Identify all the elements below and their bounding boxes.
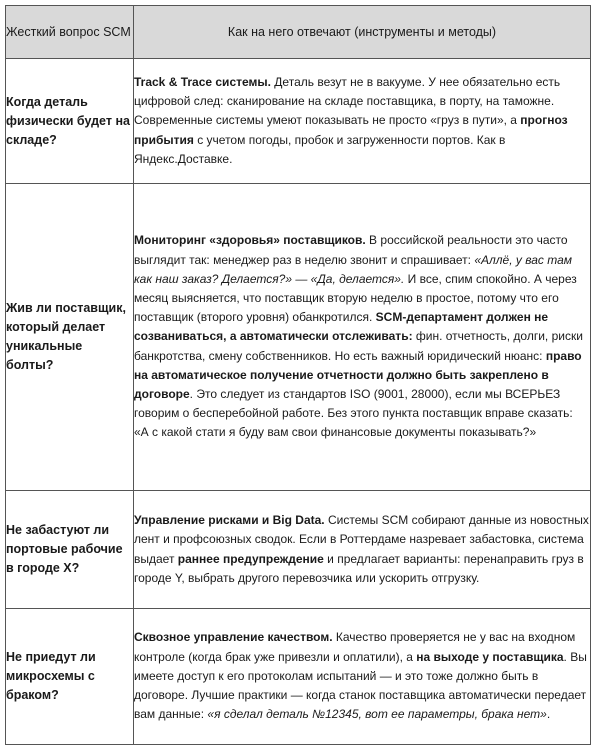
- row-question: Не приедут ли микросхемы с браком?: [6, 609, 134, 745]
- header-question: Жесткий вопрос SCM: [6, 6, 134, 59]
- answer-emphasis: прогноз прибытия: [134, 113, 568, 147]
- answer-text: В российской реальности это часто выглядит так: менеджер раз в неделю звонит и спрашивает:: [134, 233, 568, 267]
- row-answer: [134, 491, 591, 609]
- table-row: [6, 609, 591, 745]
- scm-questions-table: [5, 5, 591, 745]
- answer-text: и предлагает варианты: перенаправить груз в городе Y, выбрать другого перевозчика или ускорить отгрузку.: [134, 551, 584, 585]
- table-row: [6, 59, 591, 184]
- answer-emphasis: на выходе у поставщика: [416, 649, 564, 664]
- answer-emphasis: Мониторинг «здоровья» поставщиков.: [134, 233, 366, 248]
- table-header-row: [6, 6, 591, 59]
- answer-emphasis: Управление рисками и Big Data.: [134, 513, 325, 528]
- answer-emphasis: SCM-департамент должен не созваниваться, а автоматически отслеживать:: [134, 310, 549, 344]
- answer-text: .: [546, 707, 551, 722]
- answer-text: И все, спим спокойно. А через месяц выясняется, что поставщик вторую неделю в простое, потому что его поставщик (второго уровня) обанкротился.: [134, 271, 577, 325]
- answer-text: Системы SCM собирают данные из новостных лент и профсоюзных сводок. Если в Роттердаме назревает забастовка, система выдает: [134, 513, 589, 566]
- answer-text: . Вы имеете доступ к его протоколам испытаний — и это тоже должно быть в договоре. Лучшие практики — когда станок поставщика автоматически передает вам данные:: [134, 649, 587, 722]
- row-answer: [134, 184, 591, 491]
- answer-emphasis: Track & Trace системы.: [134, 74, 271, 89]
- answer-emphasis: право на автоматическое получение отчетности должно быть закреплено в договоре: [134, 348, 582, 401]
- answer-quote: «Аллё, у вас там как наш заказ? Делается?» — «Да, делается».: [134, 252, 572, 286]
- answer-text: с учетом погоды, пробок и загруженности портов. Как в Яндекс.Доставке.: [134, 132, 506, 166]
- row-question: Когда деталь физически будет на складе?: [6, 59, 134, 184]
- row-answer: [134, 609, 591, 745]
- row-question: Не забастуют ли портовые рабочие в городе X?: [6, 491, 134, 609]
- header-answer: Как на него отвечают (инструменты и методы): [134, 6, 591, 59]
- row-answer: [134, 59, 591, 184]
- answer-text: Деталь везут не в вакууме. У нее обязательно есть цифровой след: сканирование на складе поставщика, в порту, на таможне. Современные системы умеют показывать не просто «груз в пути», а: [134, 74, 561, 128]
- answer-emphasis: раннее предупреждение: [177, 551, 324, 566]
- table-row: [6, 184, 591, 491]
- answer-text: . Это следует из стандартов ISO (9001, 28000), если мы ВСЕРЬЕЗ говорим о бесперебойной работе. Без этого пункта поставщик вправе сказать: «А с какой стати я буду вам свои финансовые документы показывать?»: [134, 387, 573, 440]
- row-question: Жив ли поставщик, который делает уникальные болты?: [6, 184, 134, 491]
- answer-emphasis: Сквозное управление качеством.: [134, 630, 333, 645]
- answer-text: фин. отчетность, долги, риски банкротства, смену собственников. Но есть важный юридический нюанс:: [134, 329, 583, 363]
- table-row: [6, 491, 591, 609]
- answer-quote: «я сделал деталь №12345, вот ее параметры, брака нет»: [207, 707, 547, 722]
- answer-text: Качество проверяется не у вас на входном контроле (когда брак уже привезли и оплатили), а: [134, 630, 576, 664]
